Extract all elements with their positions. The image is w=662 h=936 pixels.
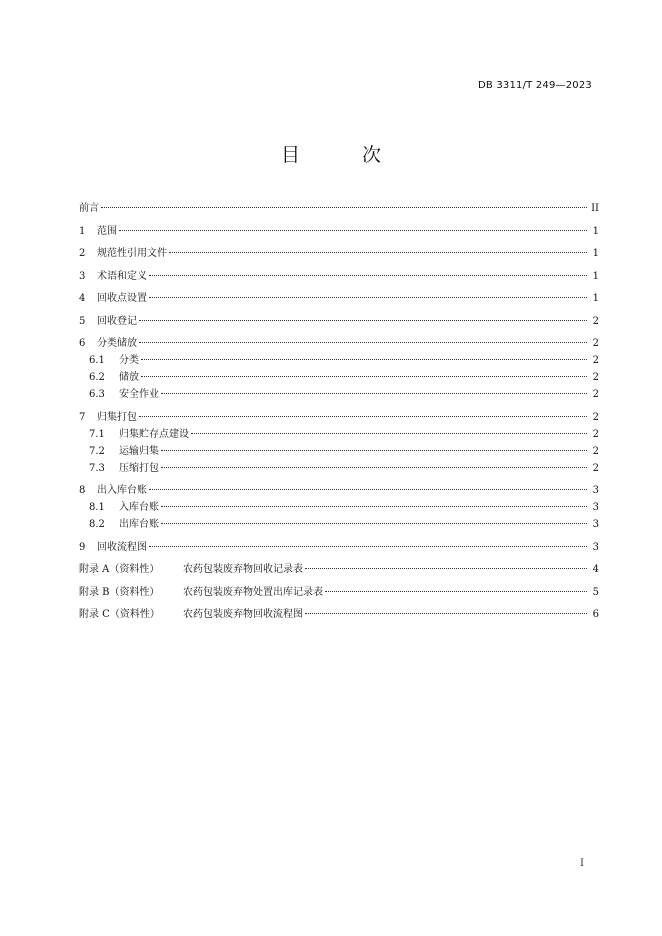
toc-entry-label: 储放 xyxy=(119,372,139,383)
toc-leader xyxy=(161,523,587,524)
toc-entry-6-2[interactable] xyxy=(79,369,599,386)
toc-leader xyxy=(139,416,587,417)
toc-entry-page: 5 xyxy=(592,586,599,598)
toc-entry-label: 规范性引用文件 xyxy=(97,248,167,259)
toc-entry-page: 2 xyxy=(592,445,599,457)
toc-entry-number: 附录 A（资料性） xyxy=(79,564,160,575)
toc-leader xyxy=(161,506,587,507)
toc-leader xyxy=(141,376,587,377)
toc-entry-4[interactable] xyxy=(79,290,599,307)
toc-entry-page: II xyxy=(591,203,599,214)
toc-entry-8-1[interactable] xyxy=(79,499,599,516)
toc-entry-label: 农药包装废弃物处置出库记录表 xyxy=(183,586,323,598)
toc-entry-7-2[interactable] xyxy=(79,443,599,460)
toc-entry-page: 1 xyxy=(592,248,599,259)
toc-entry-1[interactable] xyxy=(79,223,599,240)
toc-entry-number: 8.2 xyxy=(89,519,105,530)
toc-entry-page: 2 xyxy=(592,411,599,423)
toc-leader xyxy=(149,275,587,276)
toc-entry-label: 回收流程图 xyxy=(97,541,147,553)
toc-entry-label: 范围 xyxy=(97,225,117,237)
toc-entry-preface[interactable] xyxy=(79,200,599,217)
toc-entry-page: 3 xyxy=(592,541,599,553)
toc-entry-number: 附录 B（资料性） xyxy=(79,586,160,598)
toc-entry-number: 6.2 xyxy=(89,372,105,383)
toc-leader xyxy=(119,230,587,231)
toc-leader xyxy=(139,342,587,343)
toc-leader xyxy=(325,591,587,592)
toc-entry-page: 2 xyxy=(592,462,599,474)
toc-entry-page: 2 xyxy=(592,338,599,349)
toc-entry-page: 2 xyxy=(592,428,599,440)
toc-entry-number: 8.1 xyxy=(89,502,105,513)
toc-entry-number: 6.1 xyxy=(89,355,105,366)
toc-leader xyxy=(149,489,587,490)
toc-entry-number: 4 xyxy=(79,293,86,304)
toc-entry-number: 1 xyxy=(79,225,86,237)
toc-entry-label: 农药包装废弃物回收记录表 xyxy=(183,564,303,575)
toc-entry-9[interactable] xyxy=(79,539,599,556)
toc-entry-7-3[interactable] xyxy=(79,460,599,477)
toc-entry-label: 回收登记 xyxy=(97,315,137,327)
toc-entry-number: 3 xyxy=(79,270,86,282)
toc-entry-number: 7 xyxy=(79,411,86,423)
toc-entry-page: 1 xyxy=(592,225,599,237)
toc-entry-appendix-c[interactable] xyxy=(79,606,599,623)
toc-leader xyxy=(101,207,587,208)
page-title: 目 次 xyxy=(280,144,410,166)
toc-entry-page: 2 xyxy=(592,315,599,327)
toc-entry-label: 入库台账 xyxy=(119,502,159,513)
toc-entry-number: 6.3 xyxy=(89,389,105,400)
toc-entry-number: 5 xyxy=(79,315,86,327)
toc-entry-page: 3 xyxy=(592,502,599,513)
table-of-contents xyxy=(79,200,599,623)
toc-entry-2[interactable] xyxy=(79,245,599,262)
toc-entry-number: 8 xyxy=(79,485,86,496)
toc-leader xyxy=(161,393,587,394)
toc-entry-number: 7.1 xyxy=(89,428,105,440)
toc-entry-appendix-a[interactable] xyxy=(79,561,599,578)
toc-leader xyxy=(141,359,587,360)
toc-entry-label: 出入库台账 xyxy=(97,485,147,496)
toc-entry-page: 3 xyxy=(592,485,599,496)
toc-entry-8-2[interactable] xyxy=(79,516,599,533)
toc-entry-label: 术语和定义 xyxy=(97,270,147,282)
toc-entry-label: 出库台账 xyxy=(119,519,159,530)
toc-entry-7-1[interactable] xyxy=(79,426,599,443)
toc-entry-page: 3 xyxy=(592,519,599,530)
toc-entry-6-3[interactable] xyxy=(79,386,599,403)
toc-entry-page: 1 xyxy=(592,293,599,304)
toc-entry-6[interactable] xyxy=(79,335,599,352)
toc-entry-number: 9 xyxy=(79,541,86,553)
toc-entry-page: 2 xyxy=(592,389,599,400)
toc-entry-page: 1 xyxy=(592,270,599,282)
toc-leader xyxy=(161,467,587,468)
toc-entry-page: 2 xyxy=(592,355,599,366)
toc-leader xyxy=(161,450,587,451)
toc-entry-number: 附录 C（资料性） xyxy=(79,609,160,620)
toc-leader xyxy=(191,433,587,434)
toc-entry-page: 4 xyxy=(592,564,599,575)
toc-entry-label: 分类 xyxy=(119,355,139,366)
toc-entry-8[interactable] xyxy=(79,482,599,499)
toc-entry-number: 2 xyxy=(79,248,86,259)
toc-entry-label: 回收点设置 xyxy=(97,293,147,304)
toc-leader xyxy=(169,252,587,253)
toc-leader xyxy=(149,297,587,298)
toc-entry-5[interactable] xyxy=(79,313,599,330)
toc-entry-label: 安全作业 xyxy=(119,389,159,400)
toc-leader xyxy=(149,546,587,547)
toc-entry-number: 7.2 xyxy=(89,445,105,457)
toc-entry-7[interactable] xyxy=(79,409,599,426)
toc-leader xyxy=(305,568,587,569)
toc-entry-page: 2 xyxy=(592,372,599,383)
toc-leader xyxy=(139,320,587,321)
toc-entry-number: 6 xyxy=(79,338,86,349)
toc-entry-label: 运输归集 xyxy=(119,445,159,457)
toc-entry-6-1[interactable] xyxy=(79,352,599,369)
page-number: I xyxy=(580,858,584,869)
toc-entry-page: 6 xyxy=(592,609,599,620)
toc-leader xyxy=(305,613,587,614)
toc-entry-label: 归集贮存点建设 xyxy=(119,428,189,440)
toc-entry-label: 压缩打包 xyxy=(119,462,159,474)
document-code: DB 3311/T 249—2023 xyxy=(478,80,592,91)
toc-entry-label: 归集打包 xyxy=(97,411,137,423)
toc-entry-label: 前言 xyxy=(79,203,99,214)
toc-entry-3[interactable] xyxy=(79,268,599,285)
toc-entry-appendix-b[interactable] xyxy=(79,584,599,601)
toc-entry-label: 分类储放 xyxy=(97,338,137,349)
toc-entry-number: 7.3 xyxy=(89,462,105,474)
toc-entry-label: 农药包装废弃物回收流程图 xyxy=(183,609,303,620)
